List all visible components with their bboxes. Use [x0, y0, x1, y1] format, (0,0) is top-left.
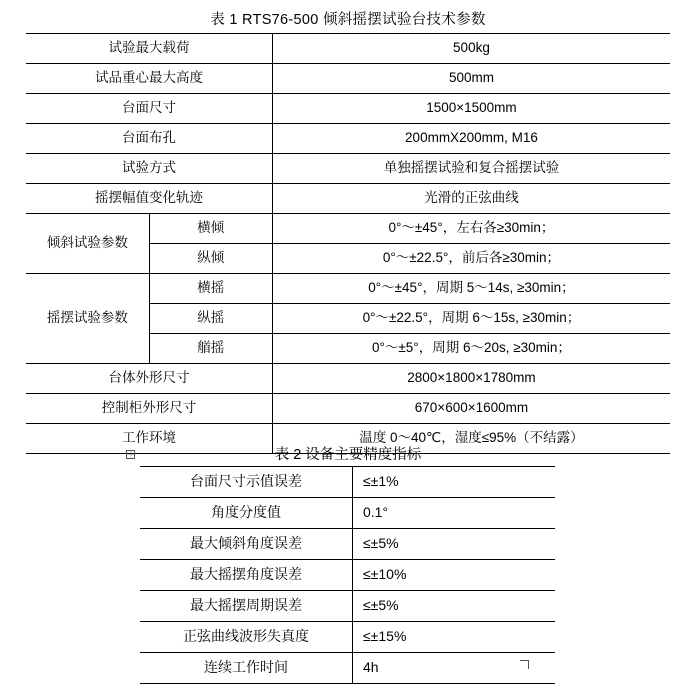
table-row [140, 560, 555, 591]
table-row [140, 498, 555, 529]
table-row [26, 214, 670, 244]
table-row [26, 64, 670, 94]
sub-label: 横摇 [149, 274, 272, 304]
row-value: 500kg [272, 34, 670, 64]
metric-value: ≤±5% [353, 529, 556, 560]
row-label: 台面布孔 [26, 124, 272, 154]
row-label: 台体外形尺寸 [26, 364, 272, 394]
table-row [26, 94, 670, 124]
table1 [26, 33, 670, 454]
table-row [140, 591, 555, 622]
row-value: 0°～±45°，左右各≥30min； [272, 214, 670, 244]
sub-label: 纵摇 [149, 304, 272, 334]
row-value: 1500×1500mm [272, 94, 670, 124]
table-row [26, 124, 670, 154]
table-row [140, 467, 555, 498]
row-label: 工作环境 [26, 424, 272, 454]
metric-label: 最大摇摆角度误差 [140, 560, 353, 591]
sub-label: 纵倾 [149, 244, 272, 274]
metric-value: ≤±1% [353, 467, 556, 498]
metric-value: ≤±10% [353, 560, 556, 591]
table2 [140, 466, 555, 684]
metric-value: 4h [353, 653, 556, 684]
metric-label: 最大摇摆周期误差 [140, 591, 353, 622]
anchor-marker-icon: ＋ [127, 450, 135, 459]
row-label: 控制柜外形尺寸 [26, 394, 272, 424]
metric-value: ≤±5% [353, 591, 556, 622]
table-row [26, 274, 670, 304]
metric-label: 角度分度值 [140, 498, 353, 529]
row-value: 光滑的正弦曲线 [272, 184, 670, 214]
table1-title: 表 1 RTS76-500 倾斜摇摆试验台技术参数 [210, 12, 486, 28]
row-value: 200mmX200mm, M16 [272, 124, 670, 154]
row-value: 温度 0～40℃，湿度≤95%（不结露） [272, 424, 670, 454]
row-value: 2800×1800×1780mm [272, 364, 670, 394]
table-row [140, 653, 555, 684]
row-value: 670×600×1600mm [272, 394, 670, 424]
metric-label: 连续工作时间 [140, 653, 353, 684]
table-row [140, 622, 555, 653]
metric-label: 台面尺寸示值误差 [140, 467, 353, 498]
metric-value: 0.1° [353, 498, 556, 529]
row-value: 0°～±22.5°，周期 6～15s, ≥30min； [272, 304, 670, 334]
sub-label: 横倾 [149, 214, 272, 244]
row-label: 试验方式 [26, 154, 272, 184]
metric-label: 最大倾斜角度误差 [140, 529, 353, 560]
row-value: 0°～±22.5°，前后各≥30min； [272, 244, 670, 274]
row-value: 0°～±5°，周期 6～20s, ≥30min； [272, 334, 670, 364]
table-row [26, 394, 670, 424]
table2-title: 表 2 设备主要精度指标 [274, 447, 422, 463]
metric-value: ≤±15% [353, 622, 556, 653]
sub-label: 艏摇 [149, 334, 272, 364]
metric-label: 正弦曲线波形失真度 [140, 622, 353, 653]
table-row [140, 529, 555, 560]
row-label: 试验最大载荷 [26, 34, 272, 64]
table1-container [26, 33, 670, 454]
table-row [26, 34, 670, 64]
group-label-tilt: 倾斜试验参数 [26, 214, 149, 274]
table-row [26, 364, 670, 394]
row-label: 台面尺寸 [26, 94, 272, 124]
row-label: 试品重心最大高度 [26, 64, 272, 94]
row-value: 单独摇摆试验和复合摇摆试验 [272, 154, 670, 184]
table2-container [140, 466, 528, 684]
group-label-swing: 摇摆试验参数 [26, 274, 149, 364]
row-value: 0°～±45°，周期 5～14s, ≥30min； [272, 274, 670, 304]
row-label: 摇摆幅值变化轨迹 [26, 184, 272, 214]
table-row [26, 154, 670, 184]
row-value: 500mm [272, 64, 670, 94]
table-row [26, 184, 670, 214]
